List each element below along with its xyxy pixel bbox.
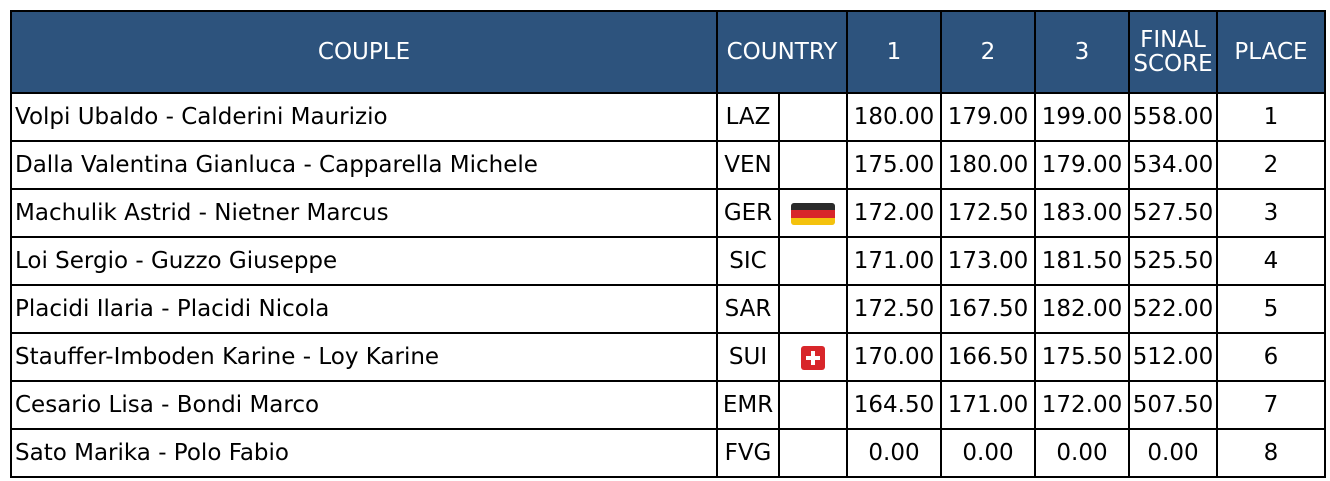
- place-cell: 7: [1217, 381, 1325, 429]
- table-row: [11, 237, 1325, 285]
- place-cell: 4: [1217, 237, 1325, 285]
- place-cell: 5: [1217, 285, 1325, 333]
- place-cell: 6: [1217, 333, 1325, 381]
- final-score-cell: 507.50: [1129, 381, 1217, 429]
- flag-cell: [779, 141, 847, 189]
- results-body: [11, 93, 1325, 477]
- header-round-2: 2: [941, 11, 1035, 93]
- flag-cell: [779, 381, 847, 429]
- couple-cell: Machulik Astrid - Nietner Marcus: [11, 189, 717, 237]
- flag-cell: [779, 285, 847, 333]
- couple-cell: Sato Marika - Polo Fabio: [11, 429, 717, 477]
- flag-cell: [779, 429, 847, 477]
- flag-cell: [779, 333, 847, 381]
- round-1-score-cell: 170.00: [847, 333, 941, 381]
- country-code-cell: SUI: [717, 333, 779, 381]
- couple-cell: Volpi Ubaldo - Calderini Maurizio: [11, 93, 717, 141]
- country-code-cell: SAR: [717, 285, 779, 333]
- final-score-cell: 0.00: [1129, 429, 1217, 477]
- country-code-cell: EMR: [717, 381, 779, 429]
- final-score-cell: 534.00: [1129, 141, 1217, 189]
- country-code-cell: VEN: [717, 141, 779, 189]
- table-row: [11, 429, 1325, 477]
- country-code-cell: GER: [717, 189, 779, 237]
- header-country: COUNTRY: [717, 11, 847, 93]
- final-score-cell: 558.00: [1129, 93, 1217, 141]
- flag-cell: [779, 189, 847, 237]
- round-2-score-cell: 180.00: [941, 141, 1035, 189]
- round-2-score-cell: 171.00: [941, 381, 1035, 429]
- round-3-score-cell: 172.00: [1035, 381, 1129, 429]
- table-row: [11, 333, 1325, 381]
- germany-flag-icon: [791, 203, 835, 225]
- flag-cell: [779, 93, 847, 141]
- round-3-score-cell: 199.00: [1035, 93, 1129, 141]
- couple-cell: Loi Sergio - Guzzo Giuseppe: [11, 237, 717, 285]
- round-1-score-cell: 164.50: [847, 381, 941, 429]
- header-couple: COUPLE: [11, 11, 717, 93]
- header-round-3: 3: [1035, 11, 1129, 93]
- table-row: [11, 381, 1325, 429]
- final-score-cell: 525.50: [1129, 237, 1217, 285]
- header-final-score: [1129, 11, 1217, 93]
- couple-cell: Cesario Lisa - Bondi Marco: [11, 381, 717, 429]
- table-row: [11, 141, 1325, 189]
- couple-cell: Stauffer-Imboden Karine - Loy Karine: [11, 333, 717, 381]
- round-3-score-cell: 179.00: [1035, 141, 1129, 189]
- header-place: PLACE: [1217, 11, 1325, 93]
- country-code-cell: LAZ: [717, 93, 779, 141]
- round-2-score-cell: 0.00: [941, 429, 1035, 477]
- final-score-cell: 527.50: [1129, 189, 1217, 237]
- header-row: [11, 11, 1325, 93]
- country-code-cell: SIC: [717, 237, 779, 285]
- round-2-score-cell: 172.50: [941, 189, 1035, 237]
- results-table: [10, 10, 1326, 478]
- couple-cell: Dalla Valentina Gianluca - Capparella Michele: [11, 141, 717, 189]
- header-final-line1: FINAL: [1140, 27, 1206, 53]
- round-1-score-cell: 172.00: [847, 189, 941, 237]
- place-cell: 1: [1217, 93, 1325, 141]
- header-round-1: 1: [847, 11, 941, 93]
- place-cell: 2: [1217, 141, 1325, 189]
- final-score-cell: 522.00: [1129, 285, 1217, 333]
- round-3-score-cell: 183.00: [1035, 189, 1129, 237]
- table-row: [11, 189, 1325, 237]
- place-cell: 8: [1217, 429, 1325, 477]
- round-2-score-cell: 166.50: [941, 333, 1035, 381]
- header-final-line2: SCORE: [1133, 51, 1213, 77]
- round-3-score-cell: 175.50: [1035, 333, 1129, 381]
- final-score-cell: 512.00: [1129, 333, 1217, 381]
- place-cell: 3: [1217, 189, 1325, 237]
- country-code-cell: FVG: [717, 429, 779, 477]
- round-1-score-cell: 175.00: [847, 141, 941, 189]
- round-3-score-cell: 181.50: [1035, 237, 1129, 285]
- round-2-score-cell: 167.50: [941, 285, 1035, 333]
- round-1-score-cell: 171.00: [847, 237, 941, 285]
- couple-cell: Placidi Ilaria - Placidi Nicola: [11, 285, 717, 333]
- round-1-score-cell: 0.00: [847, 429, 941, 477]
- round-1-score-cell: 172.50: [847, 285, 941, 333]
- round-3-score-cell: 182.00: [1035, 285, 1129, 333]
- round-2-score-cell: 179.00: [941, 93, 1035, 141]
- flag-cell: [779, 237, 847, 285]
- round-1-score-cell: 180.00: [847, 93, 941, 141]
- table-row: [11, 285, 1325, 333]
- switzerland-flag-icon: [801, 346, 825, 370]
- table-row: [11, 93, 1325, 141]
- round-3-score-cell: 0.00: [1035, 429, 1129, 477]
- round-2-score-cell: 173.00: [941, 237, 1035, 285]
